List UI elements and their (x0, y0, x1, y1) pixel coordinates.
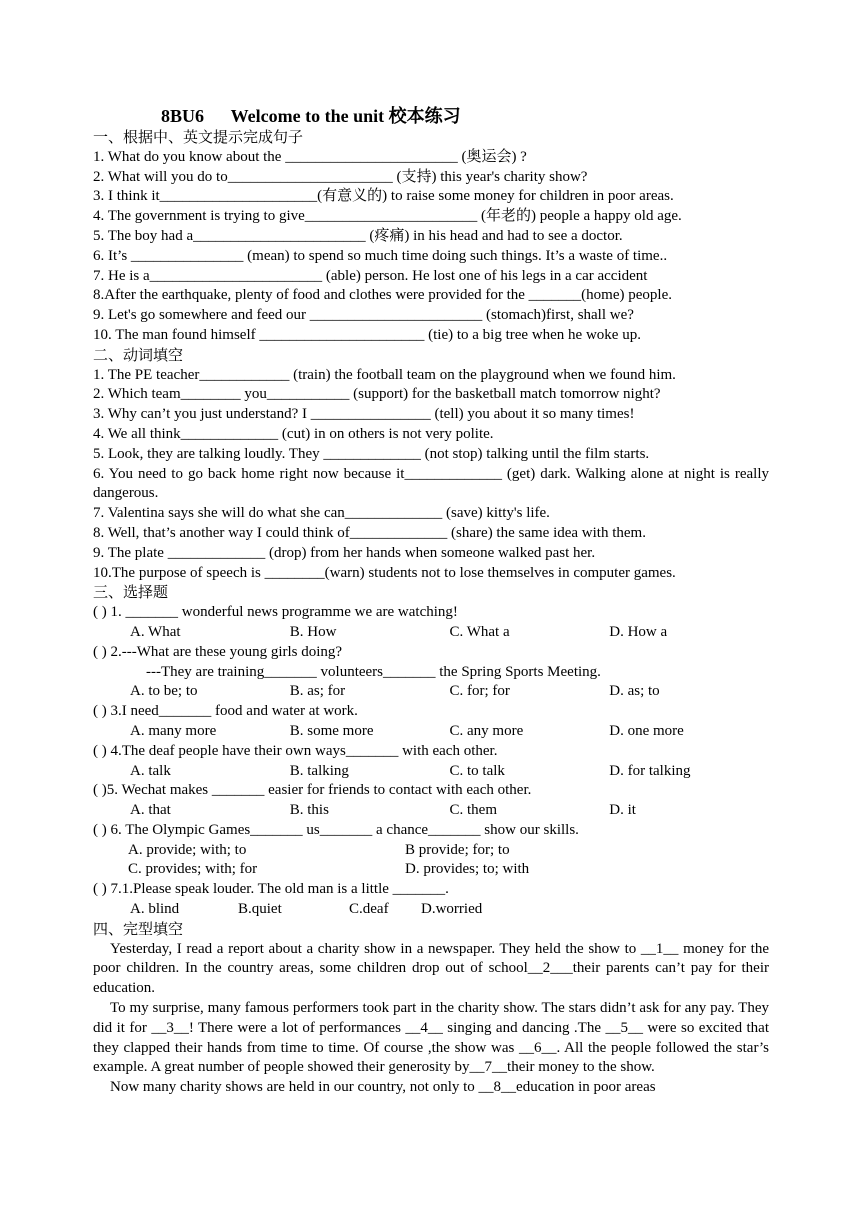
option-c: C. them (449, 802, 497, 819)
section-heading-3: 三、选择题 (93, 583, 169, 602)
question-line: 6. It’s _______________ (mean) to spend so much time doing such things. It’s a waste of time.. (93, 247, 668, 264)
question-line: 9. The plate _____________ (drop) from her hands when someone walked past her. (93, 544, 596, 561)
cloze-paragraph-2: To my surprise, many famous performers took part in the charity show. The stars didn’t ask for any pay. They did it for __3__! There were a lot of performances __4__ singing and dancing .The __5__ were so excited that they clapped their hands from time to time. Of course ,the show was __6__. All the people followed the star’s example. A great number of people showed their generosity by__7__their money to the show. (93, 1000, 769, 1076)
option-b: B. How (289, 623, 337, 640)
option-b: B. some more (289, 722, 374, 739)
option-b: B. talking (289, 762, 349, 779)
question-line: 1. What do you know about the _______________________ (奥运会) ? (93, 148, 527, 165)
option-a: A. blind (130, 901, 180, 918)
question-line: 3. Why can’t you just understand? I ________________ (tell) you about it so many times! (93, 406, 635, 423)
page-title: 8BU6 Welcome to the unit 校本练习 (161, 106, 461, 126)
question-line: 8.After the earthquake, plenty of food and clothes were provided for the _______(home) people. (93, 287, 672, 304)
mc-options-6a (93, 841, 769, 861)
section-heading-2: 二、动词填空 (93, 345, 184, 364)
mc-options-7 (93, 900, 769, 920)
mc-options-5 (93, 801, 769, 821)
mc-question-1: ( ) 1. _______ wonderful news programme we are watching! (93, 604, 458, 621)
mc-question-7: ( ) 7.1.Please speak louder. The old man is a little _______. (93, 881, 449, 898)
option-d: D. How a (609, 623, 668, 640)
option-c: C. for; for (449, 683, 510, 700)
option-b: B. as; for (289, 683, 346, 700)
option-c: C.deaf (349, 901, 389, 918)
question-line: 5. Look, they are talking loudly. They _____________ (not stop) talking until the film starts. (93, 445, 650, 462)
question-line: 3. I think it_____________________(有意义的) to raise some money for children in poor areas. (93, 188, 674, 205)
question-line: 10.The purpose of speech is ________(warn) students not to lose themselves in computer games. (93, 564, 676, 581)
question-line: 9. Let's go somewhere and feed our _______________________ (stomach)first, shall we? (93, 307, 634, 324)
cloze-paragraph-1: Yesterday, I read a report about a charity show in a newspaper. They held the show to __1__ money for the poor children. In the country areas, some children drop out of school__2___their parents can’t pay for their education. (93, 940, 769, 997)
question-line: 1. The PE teacher____________ (train) the football team on the playground when we found him. (93, 366, 676, 383)
mc-question-2: ( ) 2.---What are these young girls doing? (93, 643, 343, 660)
option-d: D. it (609, 802, 636, 819)
question-line: 8. Well, that’s another way I could think of_____________ (share) the same idea with them. (93, 524, 646, 541)
option-b: B provide; for; to (405, 841, 510, 858)
mc-options-6b (93, 860, 769, 880)
question-line: 10. The man found himself ______________________ (tie) to a big tree when he woke up. (93, 326, 641, 343)
option-d: D. one more (609, 722, 684, 739)
option-d: D. for talking (609, 762, 691, 779)
mc-question-6: ( ) 6. The Olympic Games_______ us_______ a chance_______ show our skills. (93, 821, 579, 838)
mc-options-4 (93, 762, 769, 782)
option-a: A. to be; to (130, 683, 198, 700)
section-heading-1: 一、根据中、英文提示完成句子 (93, 128, 304, 146)
question-line: 2. Which team________ you___________ (support) for the basketball match tomorrow night? (93, 386, 661, 403)
question-line: 5. The boy had a_______________________ (疼痛) in his head and had to see a doctor. (93, 227, 623, 244)
option-c: C. What a (449, 623, 510, 640)
mc-options-1 (93, 623, 769, 643)
option-a: A. many more (130, 722, 217, 739)
mc-question-5: ( )5. Wechat makes _______ easier for friends to contact with each other. (93, 782, 532, 799)
question-line: 7. Valentina says she will do what she can_____________ (save) kitty's life. (93, 505, 550, 522)
question-line: 6. You need to go back home right now because it_____________ (get) dark. Walking alone at night is really dangerous. (93, 465, 769, 502)
question-line: 4. We all think_____________ (cut) in on others is not very polite. (93, 425, 494, 442)
section-heading-4: 四、完型填空 (93, 919, 184, 938)
option-b: B. this (289, 802, 329, 819)
mc-options-3 (93, 722, 769, 742)
option-a: A. talk (130, 762, 171, 779)
worksheet (93, 104, 769, 1098)
option-a: A. What (130, 623, 181, 640)
cloze-paragraph-3: Now many charity shows are held in our country, not only to __8__education in poor areas (110, 1079, 656, 1096)
mc-question-2-answer: ---They are training_______ volunteers_______ the Spring Sports Meeting. (146, 663, 601, 680)
option-d: D. provides; to; with (405, 861, 530, 878)
mc-question-3: ( ) 3.I need_______ food and water at work. (93, 703, 358, 720)
question-line: 2. What will you do to______________________ (支持) this year's charity show? (93, 168, 588, 185)
option-c: C. any more (449, 722, 524, 739)
mc-options-2 (93, 682, 769, 702)
option-a: A. provide; with; to (128, 841, 247, 858)
question-line: 7. He is a_______________________ (able) person. He lost one of his legs in a car accident (93, 267, 648, 284)
mc-question-4: ( ) 4.The deaf people have their own ways_______ with each other. (93, 742, 498, 759)
option-a: A. that (130, 802, 171, 819)
question-line: 4. The government is trying to give_______________________ (年老的) people a happy old age. (93, 208, 682, 225)
option-c: C. provides; with; for (128, 861, 258, 878)
option-c: C. to talk (449, 762, 505, 779)
option-b: B.quiet (238, 901, 282, 918)
option-d: D. as; to (609, 683, 660, 700)
option-d: D.worried (421, 901, 483, 918)
